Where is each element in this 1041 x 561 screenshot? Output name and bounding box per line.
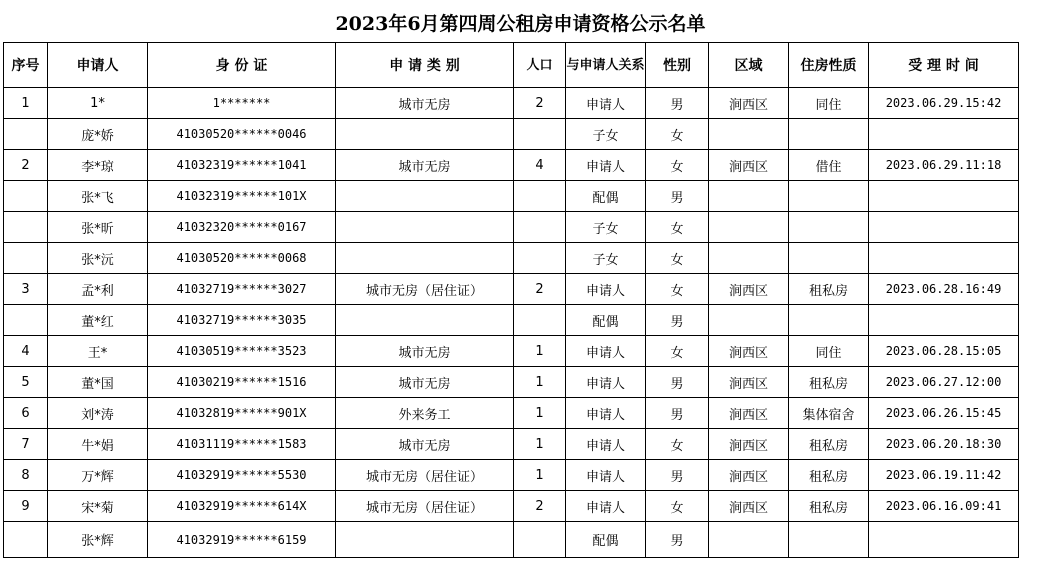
cell-category (336, 522, 514, 558)
cell-applicant: 宋*菊 (48, 491, 148, 522)
cell-gender: 女 (646, 119, 709, 150)
cell-category: 城市无房 (336, 367, 514, 398)
cell-index: 4 (4, 336, 48, 367)
cell-district (709, 522, 789, 558)
cell-applicant: 庞*娇 (48, 119, 148, 150)
table-row (4, 243, 1019, 274)
table-row (4, 522, 1019, 558)
cell-gender: 女 (646, 336, 709, 367)
cell-index (4, 522, 48, 558)
cell-household: 2 (514, 491, 566, 522)
header-row (4, 43, 1019, 88)
table-row (4, 150, 1019, 181)
cell-id-card: 41032819******901X (148, 398, 336, 429)
cell-housing-type: 集体宿舍 (789, 398, 869, 429)
cell-gender: 男 (646, 522, 709, 558)
col-header-district: 区域 (709, 43, 789, 88)
cell-applicant: 万*辉 (48, 460, 148, 491)
cell-applicant: 张*沅 (48, 243, 148, 274)
cell-gender: 男 (646, 460, 709, 491)
cell-gender: 男 (646, 305, 709, 336)
cell-gender: 女 (646, 212, 709, 243)
cell-accept-time: 2023.06.29.15:42 (869, 88, 1019, 119)
table-row (4, 491, 1019, 522)
cell-index (4, 119, 48, 150)
cell-district (709, 305, 789, 336)
cell-relation: 子女 (566, 119, 646, 150)
cell-district: 涧西区 (709, 460, 789, 491)
cell-gender: 女 (646, 243, 709, 274)
cell-applicant: 1* (48, 88, 148, 119)
table-row (4, 398, 1019, 429)
cell-applicant: 李*琼 (48, 150, 148, 181)
cell-index: 8 (4, 460, 48, 491)
applicant-table (3, 42, 1019, 558)
table-row (4, 88, 1019, 119)
cell-id-card: 41032319******1041 (148, 150, 336, 181)
cell-household: 4 (514, 150, 566, 181)
cell-id-card: 41032719******3027 (148, 274, 336, 305)
cell-category: 外来务工 (336, 398, 514, 429)
cell-relation: 子女 (566, 212, 646, 243)
cell-household: 2 (514, 88, 566, 119)
cell-accept-time: 2023.06.26.15:45 (869, 398, 1019, 429)
table-row (4, 336, 1019, 367)
cell-index: 3 (4, 274, 48, 305)
cell-relation: 申请人 (566, 336, 646, 367)
cell-applicant: 张*飞 (48, 181, 148, 212)
cell-gender: 男 (646, 181, 709, 212)
cell-accept-time (869, 212, 1019, 243)
cell-category: 城市无房 (336, 88, 514, 119)
col-header-accept-time: 受 理 时 间 (869, 43, 1019, 88)
table-body (4, 88, 1019, 558)
cell-housing-type: 同住 (789, 88, 869, 119)
cell-relation: 配偶 (566, 181, 646, 212)
cell-district: 涧西区 (709, 150, 789, 181)
cell-housing-type (789, 181, 869, 212)
table-row (4, 305, 1019, 336)
cell-category: 城市无房 (336, 150, 514, 181)
cell-household: 1 (514, 336, 566, 367)
cell-housing-type: 借住 (789, 150, 869, 181)
cell-accept-time: 2023.06.28.15:05 (869, 336, 1019, 367)
cell-district: 涧西区 (709, 491, 789, 522)
cell-accept-time (869, 243, 1019, 274)
cell-accept-time (869, 119, 1019, 150)
cell-accept-time: 2023.06.19.11:42 (869, 460, 1019, 491)
cell-id-card: 41032919******5530 (148, 460, 336, 491)
col-header-gender: 性别 (646, 43, 709, 88)
cell-gender: 女 (646, 491, 709, 522)
cell-id-card: 41032719******3035 (148, 305, 336, 336)
cell-applicant: 张*辉 (48, 522, 148, 558)
cell-housing-type: 租私房 (789, 491, 869, 522)
cell-category: 城市无房 (336, 429, 514, 460)
cell-applicant: 王* (48, 336, 148, 367)
cell-district: 涧西区 (709, 398, 789, 429)
cell-household (514, 119, 566, 150)
cell-accept-time (869, 522, 1019, 558)
col-header-applicant: 申请人 (48, 43, 148, 88)
cell-gender: 女 (646, 429, 709, 460)
cell-housing-type: 同住 (789, 336, 869, 367)
cell-relation: 子女 (566, 243, 646, 274)
cell-index (4, 212, 48, 243)
cell-index (4, 243, 48, 274)
cell-gender: 男 (646, 88, 709, 119)
cell-housing-type: 租私房 (789, 367, 869, 398)
cell-index (4, 181, 48, 212)
col-header-relation: 与申请人关系 (566, 43, 646, 88)
cell-id-card: 1******* (148, 88, 336, 119)
cell-relation: 申请人 (566, 491, 646, 522)
cell-category: 城市无房（居住证） (336, 460, 514, 491)
col-header-id-card: 身 份 证 (148, 43, 336, 88)
cell-housing-type: 租私房 (789, 460, 869, 491)
cell-accept-time: 2023.06.29.11:18 (869, 150, 1019, 181)
cell-housing-type (789, 119, 869, 150)
cell-housing-type (789, 212, 869, 243)
cell-district: 涧西区 (709, 429, 789, 460)
cell-index: 2 (4, 150, 48, 181)
document-title: 2023年6月第四周公租房申请资格公示名单 (335, 13, 706, 35)
cell-category: 城市无房（居住证） (336, 274, 514, 305)
cell-accept-time: 2023.06.28.16:49 (869, 274, 1019, 305)
cell-gender: 女 (646, 150, 709, 181)
cell-relation: 配偶 (566, 305, 646, 336)
cell-index: 6 (4, 398, 48, 429)
cell-id-card: 41032919******614X (148, 491, 336, 522)
cell-id-card: 41030519******3523 (148, 336, 336, 367)
cell-district: 涧西区 (709, 88, 789, 119)
cell-household: 1 (514, 367, 566, 398)
cell-id-card: 41032919******6159 (148, 522, 336, 558)
cell-index: 1 (4, 88, 48, 119)
cell-district: 涧西区 (709, 336, 789, 367)
cell-applicant: 董*红 (48, 305, 148, 336)
col-header-housing-type: 住房性质 (789, 43, 869, 88)
cell-relation: 申请人 (566, 88, 646, 119)
cell-applicant: 董*国 (48, 367, 148, 398)
cell-relation: 申请人 (566, 460, 646, 491)
cell-household (514, 181, 566, 212)
cell-index (4, 305, 48, 336)
cell-relation: 申请人 (566, 367, 646, 398)
cell-id-card: 41032320******0167 (148, 212, 336, 243)
cell-household (514, 212, 566, 243)
cell-index: 5 (4, 367, 48, 398)
cell-relation: 申请人 (566, 398, 646, 429)
col-header-index: 序号 (4, 43, 48, 88)
col-header-category: 申 请 类 别 (336, 43, 514, 88)
cell-housing-type (789, 305, 869, 336)
table-row (4, 367, 1019, 398)
cell-accept-time: 2023.06.16.09:41 (869, 491, 1019, 522)
table-row (4, 429, 1019, 460)
table-row (4, 212, 1019, 243)
cell-household: 1 (514, 460, 566, 491)
cell-district: 涧西区 (709, 367, 789, 398)
cell-district (709, 119, 789, 150)
table-row (4, 181, 1019, 212)
cell-id-card: 41030520******0068 (148, 243, 336, 274)
cell-household (514, 305, 566, 336)
cell-gender: 女 (646, 274, 709, 305)
cell-housing-type: 租私房 (789, 274, 869, 305)
cell-relation: 申请人 (566, 429, 646, 460)
cell-accept-time (869, 305, 1019, 336)
cell-accept-time: 2023.06.27.12:00 (869, 367, 1019, 398)
cell-applicant: 张*昕 (48, 212, 148, 243)
cell-household: 2 (514, 274, 566, 305)
cell-household: 1 (514, 398, 566, 429)
cell-district: 涧西区 (709, 274, 789, 305)
cell-category (336, 119, 514, 150)
cell-id-card: 41030219******1516 (148, 367, 336, 398)
cell-gender: 男 (646, 398, 709, 429)
cell-housing-type (789, 243, 869, 274)
cell-id-card: 41030520******0046 (148, 119, 336, 150)
cell-category: 城市无房 (336, 336, 514, 367)
cell-household (514, 243, 566, 274)
cell-accept-time (869, 181, 1019, 212)
cell-id-card: 41031119******1583 (148, 429, 336, 460)
table-row (4, 274, 1019, 305)
cell-index: 7 (4, 429, 48, 460)
cell-accept-time: 2023.06.20.18:30 (869, 429, 1019, 460)
cell-district (709, 243, 789, 274)
cell-housing-type (789, 522, 869, 558)
table-row (4, 119, 1019, 150)
cell-district (709, 181, 789, 212)
cell-category (336, 305, 514, 336)
cell-gender: 男 (646, 367, 709, 398)
cell-housing-type: 租私房 (789, 429, 869, 460)
cell-district (709, 212, 789, 243)
cell-household (514, 522, 566, 558)
cell-category (336, 181, 514, 212)
table-row (4, 460, 1019, 491)
cell-index: 9 (4, 491, 48, 522)
cell-relation: 申请人 (566, 150, 646, 181)
cell-relation: 申请人 (566, 274, 646, 305)
cell-relation: 配偶 (566, 522, 646, 558)
cell-category (336, 243, 514, 274)
cell-applicant: 孟*利 (48, 274, 148, 305)
col-header-household: 人口 (514, 43, 566, 88)
cell-id-card: 41032319******101X (148, 181, 336, 212)
cell-applicant: 刘*涛 (48, 398, 148, 429)
cell-applicant: 牛*娟 (48, 429, 148, 460)
cell-household: 1 (514, 429, 566, 460)
cell-category (336, 212, 514, 243)
cell-category: 城市无房（居住证） (336, 491, 514, 522)
